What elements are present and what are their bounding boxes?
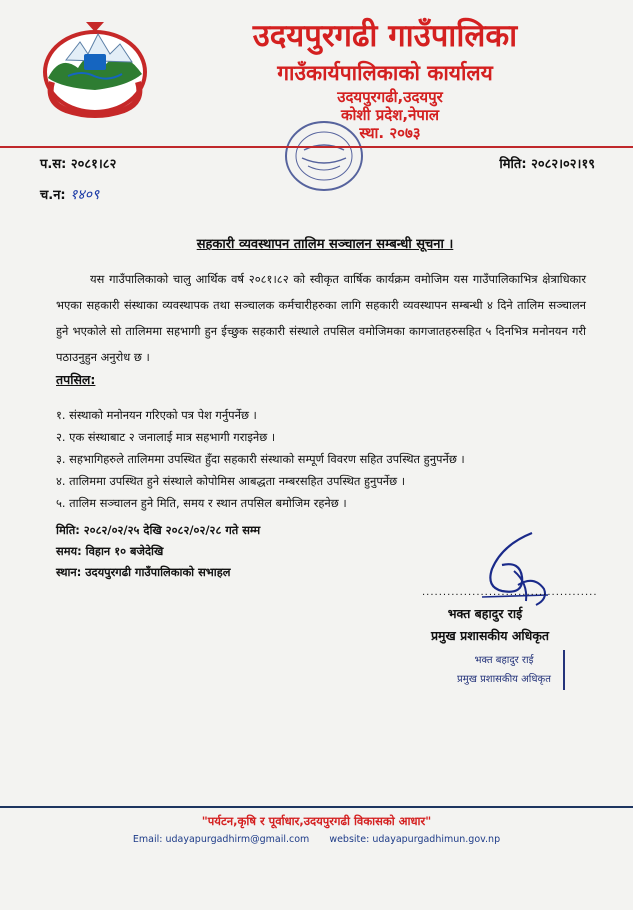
dispatch-number [40, 186, 99, 205]
footer-email: Email: udayapurgadhirm@gmail.com [132, 834, 310, 845]
schedule-place: स्थान: उदयपुरगढी गाउँपालिकाको सभाहल [56, 565, 231, 579]
reference-number [40, 156, 116, 174]
org-address-line-2: कोशी प्रदेश,नेपाल [340, 106, 439, 124]
signature-dotted-line: .......................................... [422, 587, 598, 598]
header-divider [0, 146, 633, 148]
footer-divider [0, 806, 633, 808]
seal-bracket [560, 650, 565, 690]
reference-number-label: प.स: [40, 157, 67, 172]
details-list-item: ३. सहभागिहरुले तालिममा उपस्थित हुँदा सहकारी संस्थाको सम्पूर्ण विवरण सहित उपस्थित हुनुपर्नेछ । [56, 452, 465, 466]
dispatch-number-value: १४०९ [70, 187, 100, 203]
reference-number-value: २०८१।८२ [70, 157, 117, 172]
seal-name: भक्त बहादुर राई [474, 655, 534, 666]
footer-website: website: udayapurgadhimun.gov.np [329, 834, 501, 845]
signatory-name: भक्त बहादुर राई [447, 606, 523, 621]
dispatch-number-label: च.न: [40, 188, 66, 203]
org-subtitle: गाउँकार्यपालिकाको कार्यालय [277, 61, 493, 85]
footer-motto: "पर्यटन,कृषि र पूर्वाधार,उदयपुरगढी विकासको आधार" [201, 814, 432, 828]
details-list-item: ५. तालिम सञ्चालन हुने मिति, समय र स्थान तपसिल बमोजिम रहनेछ । [56, 496, 347, 510]
org-address-line-1: उदयपुरगढी,उदयपुर [337, 88, 443, 106]
details-list-item: ४. तालिममा उपस्थित हुने संस्थाले कोपोमिस आबद्धता नम्बरसहित उपस्थित हुनुपर्नेछ । [56, 474, 406, 488]
details-list-item: २. एक संस्थाबाट २ जनालाई मात्र सहभागी गराइनेछ । [56, 430, 276, 444]
body-paragraph-text: यस गाउँपालिकाको चालु आर्थिक वर्ष २०८१।८२ को स्वीकृत वार्षिक कार्यक्रम वमोजिम यस गाउँपालिकाभित्र क्षेत्राधिकार भएका सहकारी संस्थाका व्यवस्थापक तथा सञ्चालक कर्मचारीहरुका लागि सहकारी व्यवस्थापन सम्बन्धी ४ दिने तालिम सञ्चालन हुने भएकोले सो तालिममा सहभागी हुन ईच्छुक सहकारी संस्थाले तपसिल वमोजिमका कागजातहरुसहित ५ दिनभित्र मनोनयन गरी पठाउनुहुन अनुरोध छ । [56, 272, 586, 364]
name-seal-stamp [450, 650, 570, 692]
letter-date-value: २०८२।०२।१९ [531, 157, 595, 172]
letter-date-label: मिति: [499, 157, 527, 172]
details-list-item: १. संस्थाको मनोनयन गरिएको पत्र पेश गर्नुपर्नेछ । [56, 408, 257, 422]
details-list [56, 404, 596, 514]
office-round-stamp-icon [282, 118, 366, 194]
schedule-time: समय: विहान १० बजेदेखि [56, 544, 164, 558]
body-paragraph [56, 266, 586, 370]
signatory-title: प्रमुख प्रशासकीय अधिकृत [430, 628, 550, 643]
letter-subject: सहकारी व्यवस्थापन तालिम सञ्चालन सम्बन्धी सूचना । [196, 237, 454, 252]
seal-title: प्रमुख प्रशासकीय अधिकृत [457, 674, 551, 685]
footer-contact [60, 834, 573, 845]
details-heading: तपसिल: [56, 372, 96, 387]
org-title: उदयपुरगढी गाउँपालिका [252, 18, 518, 54]
letter-date [499, 156, 595, 174]
org-address-line-3: स्था. २०७३ [359, 124, 421, 142]
schedule-date: मिति: २०८२/०२/२५ देखि २०८२/०२/२८ गते सम्म [56, 523, 261, 537]
nepal-emblem-icon [36, 16, 154, 120]
